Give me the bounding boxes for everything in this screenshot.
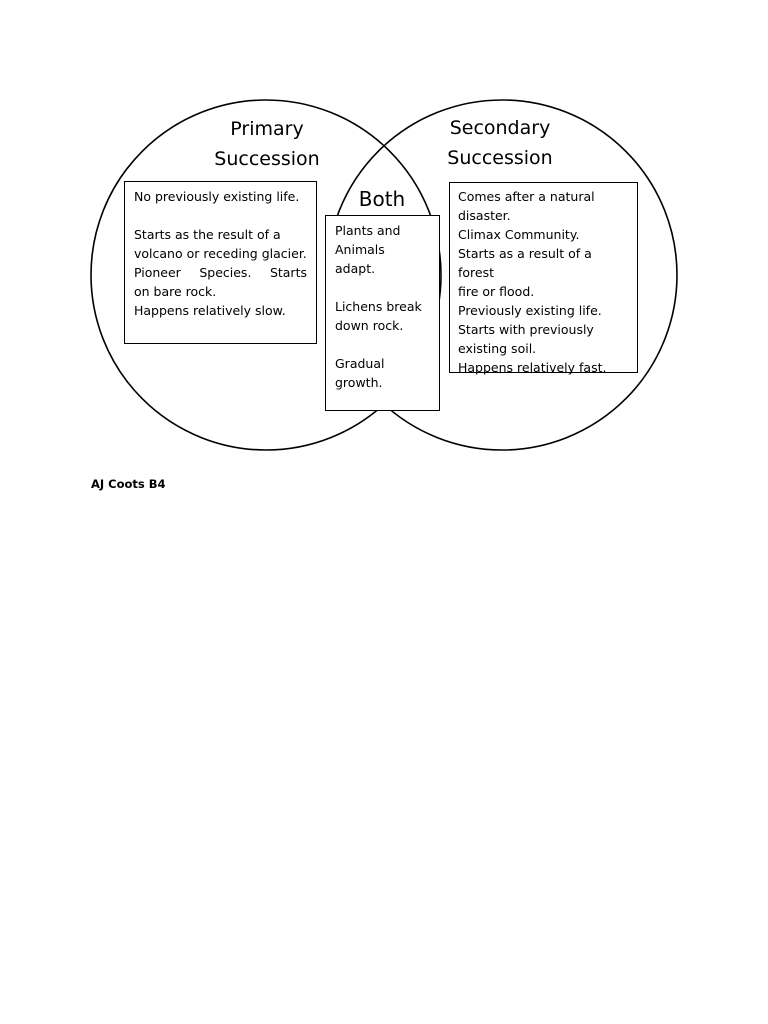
primary-item: Starts (269, 265, 307, 280)
secondary-item: Starts as a result of a forest (458, 246, 592, 280)
secondary-item: Comes after a natural (458, 189, 595, 204)
secondary-item: Starts with previously (458, 322, 594, 337)
primary-succession-title (192, 114, 342, 174)
both-item: down rock. (335, 318, 404, 333)
primary-item: Starts as the result of a (134, 227, 281, 242)
author-label: AJ Coots B4 (91, 477, 166, 491)
secondary-title-line-1: Secondary (449, 117, 551, 139)
primary-item: on bare rock. (134, 284, 217, 299)
both-item: Plants and (335, 223, 401, 238)
both-box (325, 215, 440, 411)
secondary-title-line-2: Succession (447, 147, 553, 169)
both-item: Lichens break (335, 299, 422, 314)
both-item: Animals (335, 242, 385, 257)
secondary-item: fire or flood. (458, 284, 535, 299)
both-item: adapt. (335, 261, 376, 276)
secondary-succession-box (449, 182, 638, 373)
secondary-item: disaster. (458, 208, 511, 223)
primary-title-line-2: Succession (214, 148, 320, 170)
primary-item: No previously existing life. (134, 189, 300, 204)
both-item: growth. (335, 375, 383, 390)
primary-title-line-1: Primary (230, 118, 304, 140)
secondary-succession-title (424, 113, 576, 173)
primary-item: Pioneer Species. (134, 265, 252, 280)
primary-succession-box (124, 181, 317, 344)
primary-item: volcano or receding glacier. (134, 246, 307, 261)
secondary-item: Previously existing life. (458, 303, 602, 318)
secondary-item: Happens relatively fast. (458, 360, 607, 375)
secondary-item: Climax Community. (458, 227, 580, 242)
primary-item: Happens relatively slow. (134, 303, 286, 318)
both-item: Gradual (335, 356, 385, 371)
both-title: Both (358, 187, 406, 211)
primary-item-row (134, 263, 307, 282)
secondary-item: existing soil. (458, 341, 537, 356)
